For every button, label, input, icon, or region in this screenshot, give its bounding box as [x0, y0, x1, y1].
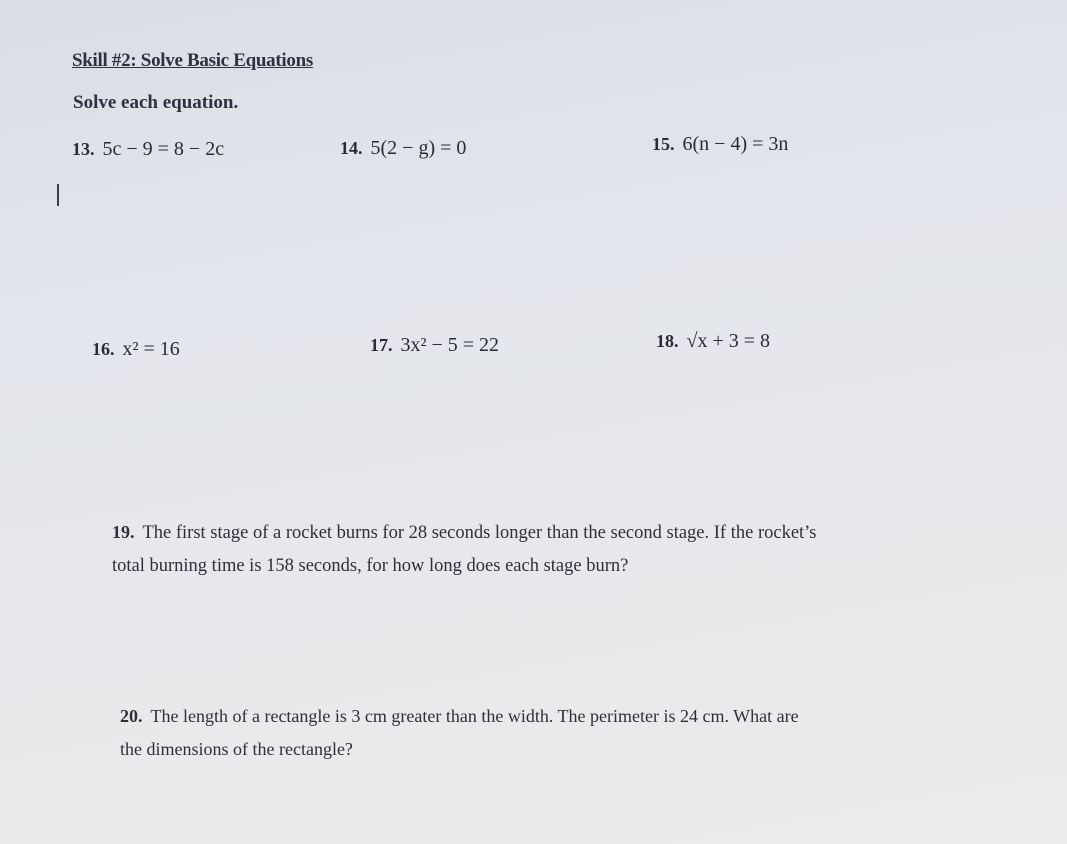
equation: 6(n − 4) = 3n: [682, 133, 789, 155]
problem-number: 13.: [72, 139, 95, 159]
problem-16: [92, 338, 180, 361]
problem-number: 15.: [652, 134, 675, 154]
problem-18: [656, 330, 770, 353]
equation: √x + 3 = 8: [686, 330, 771, 352]
problem-14: [340, 137, 466, 160]
problem-number: 20.: [120, 706, 143, 726]
problem-number: 18.: [656, 331, 679, 351]
problem-13: [72, 138, 224, 161]
problem-17: [370, 334, 499, 357]
problem-number: 17.: [370, 335, 393, 355]
equation: 5c − 9 = 8 − 2c: [102, 138, 225, 160]
problem-number: 19.: [112, 522, 135, 542]
equation: 3x² − 5 = 22: [400, 334, 500, 356]
problem-19: [112, 516, 817, 583]
problem-number: 16.: [92, 339, 115, 359]
pen-mark: [57, 184, 59, 206]
equation: 5(2 − g) = 0: [370, 137, 467, 159]
problem-text-line2: total burning time is 158 seconds, for how long does each stage burn?: [112, 556, 629, 576]
problem-text-line1: The length of a rectangle is 3 cm greater than the width. The perimeter is 24 cm. What are: [150, 706, 799, 726]
problem-text-line1: The first stage of a rocket burns for 28 seconds longer than the second stage. If the rocket’s: [142, 523, 817, 543]
problem-number: 14.: [340, 138, 363, 158]
problem-20: [120, 700, 799, 766]
instructions: Solve each equation.: [73, 92, 239, 113]
problem-15: [652, 133, 788, 156]
worksheet-title: Skill #2: Solve Basic Equations: [72, 50, 313, 71]
equation: x² = 16: [122, 338, 180, 360]
problem-text-line2: the dimensions of the rectangle?: [120, 739, 353, 759]
